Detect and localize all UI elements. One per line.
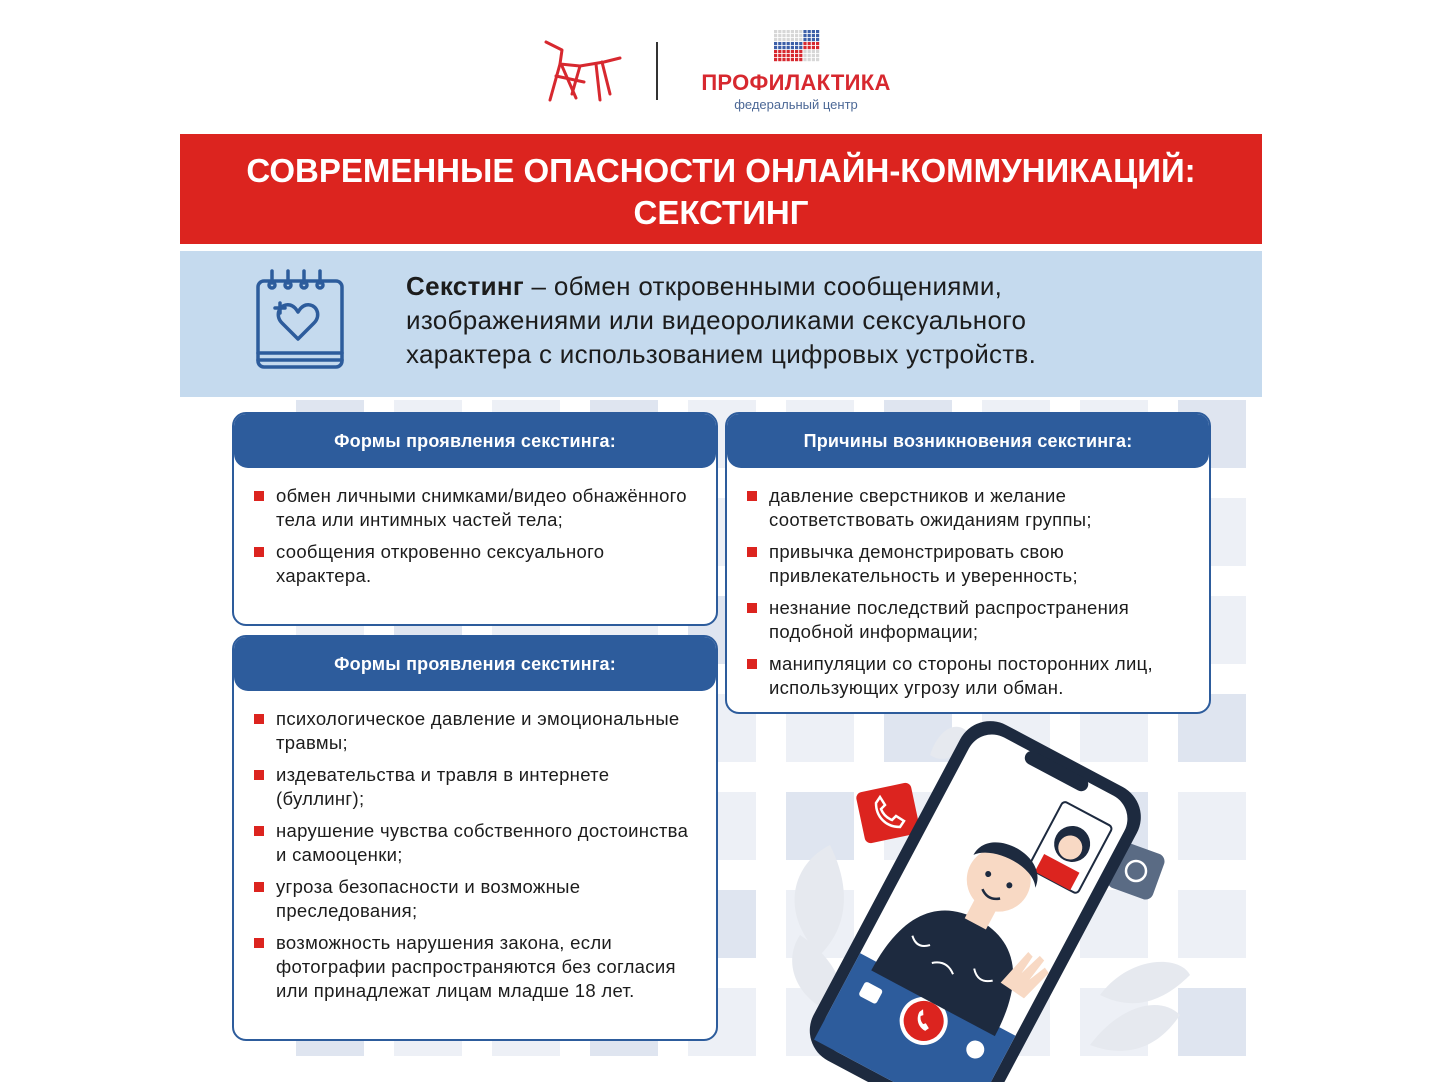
bullet-square-icon	[747, 491, 757, 501]
list-item-text: психологическое давление и эмоциональные травмы;	[276, 708, 680, 753]
list-item-text: обмен личными снимками/видео обнажённого тела или интимных частей тела;	[276, 485, 687, 530]
calendar-heart-icon	[254, 269, 346, 371]
list-item	[254, 875, 696, 923]
list-item-text: издевательства и травля в интернете (буллинг);	[276, 764, 610, 809]
horse-logo-icon	[540, 36, 624, 106]
list-item-text: давление сверстников и желание соответствовать ожиданиям группы;	[769, 485, 1092, 530]
list-item	[254, 931, 696, 1003]
definition-line-1: – обмен откровенными сообщениями,	[524, 271, 1003, 301]
definition-text	[406, 269, 1226, 371]
card-forms-1	[232, 412, 718, 626]
bullet-square-icon	[254, 826, 264, 836]
list-item	[254, 540, 696, 588]
list-item	[747, 596, 1189, 644]
bullet-square-icon	[747, 547, 757, 557]
title-banner	[180, 134, 1262, 244]
card-title: Причины возникновения секстинга:	[727, 414, 1209, 468]
bullet-square-icon	[254, 547, 264, 557]
list-item-text: привычка демонстрировать свою привлекательность и уверенность;	[769, 541, 1078, 586]
list-item	[254, 484, 696, 532]
flag-grid-icon	[774, 30, 820, 62]
list-item-text: угроза безопасности и возможные преследования;	[276, 876, 581, 921]
video-call-illustration	[760, 715, 1200, 1082]
logo-subtitle: федеральный центр	[734, 97, 858, 112]
bullet-square-icon	[254, 714, 264, 724]
bullet-square-icon	[747, 603, 757, 613]
logo-title: ПРОФИЛАКТИКА	[701, 70, 891, 95]
card-title: Формы проявления секстинга:	[234, 637, 716, 691]
bullet-square-icon	[747, 659, 757, 669]
list-item	[747, 652, 1189, 700]
card-forms-2	[232, 635, 718, 1041]
list-item	[254, 819, 696, 867]
list-item-text: незнание последствий распространения подобной информации;	[769, 597, 1130, 642]
card-title: Формы проявления секстинга:	[234, 414, 716, 468]
card-list	[234, 691, 716, 1003]
list-item-text: сообщения откровенно сексуального характера.	[276, 541, 605, 586]
card-list	[727, 468, 1209, 700]
bullet-square-icon	[254, 770, 264, 780]
definition-term: Секстинг	[406, 271, 525, 301]
card-list	[234, 468, 716, 588]
list-item	[254, 707, 696, 755]
definition-line-2: изображениями или видеороликами сексуального	[406, 305, 1027, 335]
definition-line-3: характера с использованием цифровых устройств.	[406, 339, 1037, 369]
list-item-text: возможность нарушения закона, если фотографии распространяются без согласия или принадлежат лицам младше 18 лет.	[276, 932, 676, 1001]
card-causes	[725, 412, 1211, 714]
logo-divider	[656, 42, 658, 100]
list-item-text: нарушение чувства собственного достоинства и самооценки;	[276, 820, 689, 865]
definition-box	[180, 251, 1262, 397]
bullet-square-icon	[254, 938, 264, 948]
banner-title-line-2: СЕКСТИНГ	[633, 194, 809, 231]
list-item	[747, 484, 1189, 532]
list-item	[254, 763, 696, 811]
list-item	[747, 540, 1189, 588]
banner-title-line-1: СОВРЕМЕННЫЕ ОПАСНОСТИ ОНЛАЙН-КОММУНИКАЦИЙ:	[246, 152, 1196, 189]
bullet-square-icon	[254, 882, 264, 892]
list-item-text: манипуляции со стороны посторонних лиц, использующих угрозу или обман.	[769, 653, 1153, 698]
phone-icon	[798, 715, 1153, 1082]
bullet-square-icon	[254, 491, 264, 501]
